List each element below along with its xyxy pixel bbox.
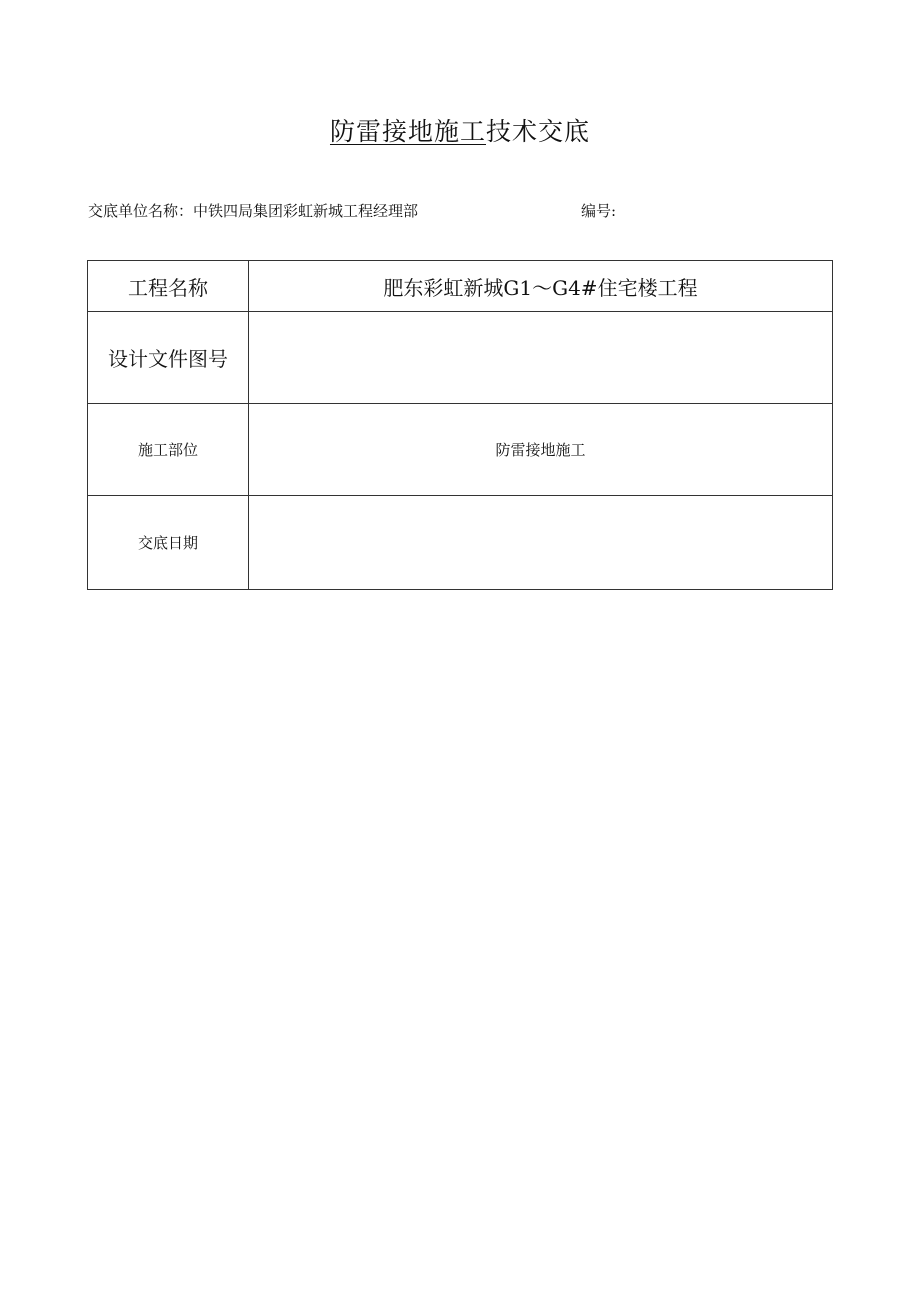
disclosure-unit — [88, 200, 418, 221]
disclosure-unit-label: 交底单位名称： — [88, 202, 194, 220]
design-doc-label: 设计文件图号 — [88, 312, 249, 404]
design-doc-value — [249, 312, 833, 404]
document-number — [581, 200, 616, 221]
construction-part-label: 施工部位 — [88, 404, 249, 496]
table-row-design-doc — [88, 312, 833, 404]
document-title — [0, 112, 920, 148]
date-label: 交底日期 — [88, 496, 249, 590]
project-name-label: 工程名称 — [88, 261, 249, 312]
document-title-underlined: 防雷接地施工 — [329, 117, 486, 146]
date-value — [249, 496, 833, 590]
project-name-value: 肥东彩虹新城G1～G4#住宅楼工程 — [249, 261, 833, 312]
disclosure-unit-value: 中铁四局集团彩虹新城工程经理部 — [193, 202, 419, 220]
disclosure-form-table — [87, 260, 833, 590]
document-meta-row — [88, 200, 832, 222]
table-row-construction-part — [88, 404, 833, 496]
table-row-project-name — [88, 261, 833, 312]
table-row-date — [88, 496, 833, 590]
document-number-label: 编号: — [581, 202, 617, 220]
document-title-rest: 技术交底 — [486, 117, 591, 146]
construction-part-value: 防雷接地施工 — [249, 404, 833, 496]
